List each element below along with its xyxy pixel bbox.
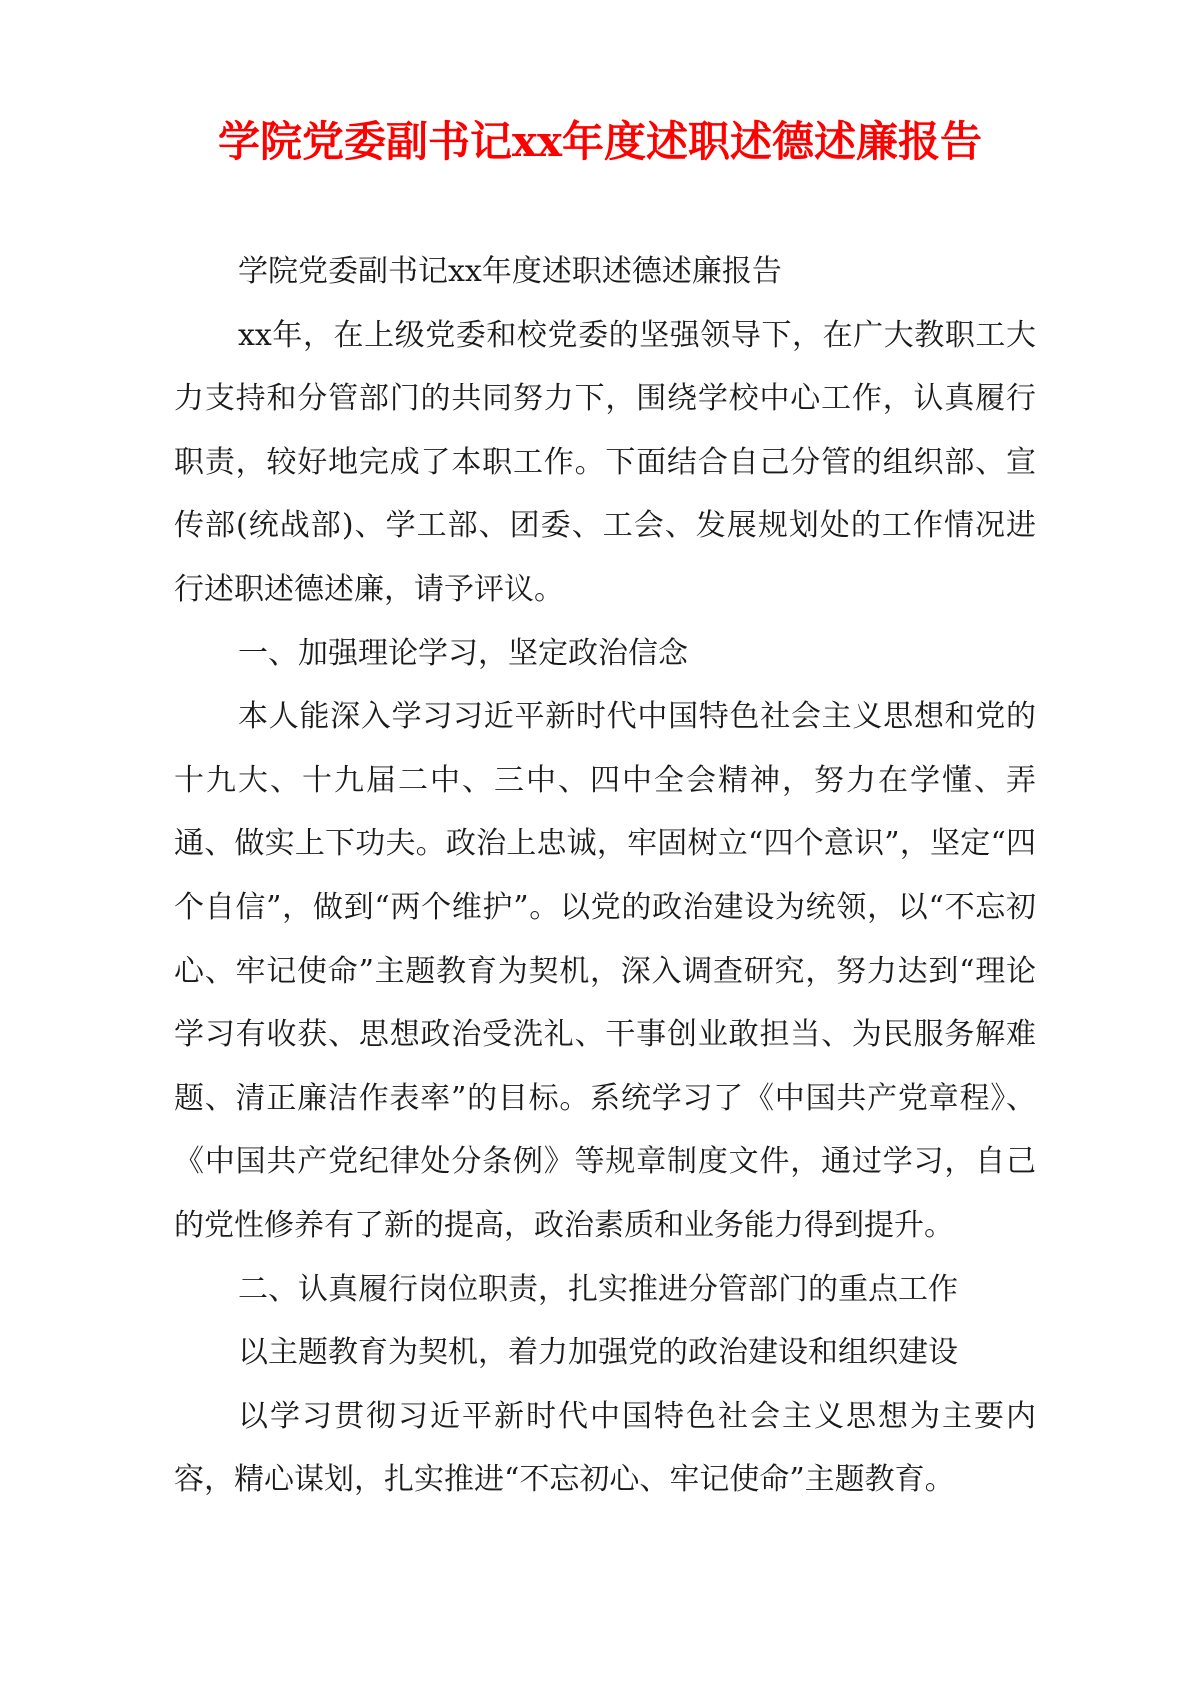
paragraph-section-1: 本人能深入学习习近平新时代中国特色社会主义思想和党的十九大、十九届二中、三中、四中全会精神，努力在学懂、弄通、做实上下功夫。政治上忠诚，牢固树立“四个意识”，坚定“四个自信”，做到“两个维护”。以党的政治建设为统领，以“不忘初心、牢记使命”主题教育为契机，深入调查研究，努力达到“理论学习有收获、思想政治受洗礼、干事创业敢担当、为民服务解难题、清正廉洁作表率”的目标。系统学习了《中国共产党章程》、《中国共产党纪律处分条例》等规章制度文件，通过学习，自己的党性修养有了新的提高，政治素质和业务能力得到提升。 (174, 699, 1036, 1243)
paragraph-section-2: 以学习贯彻习近平新时代中国特色社会主义思想为主要内容，精心谋划，扎实推进“不忘初心、牢记使命”主题教育。 (174, 1398, 1036, 1498)
document-title: 学院党委副书记xx年度述职述德述廉报告 (217, 117, 983, 166)
paragraph-intro: xx年，在上级党委和校党委的坚强领导下，在广大教职工大力支持和分管部门的共同努力下，围绕学校中心工作，认真履行职责，较好地完成了本职工作。下面结合自己分管的组织部、宣传部(统战部)、学工部、团委、工会、发展规划处的工作情况进行述职述德述廉，请予评议。 (174, 317, 1036, 607)
subsection-heading-1: 以主题教育为契机，着力加强党的政治建设和组织建设 (238, 1335, 958, 1371)
paragraph-subtitle: 学院党委副书记xx年度述职述德述廉报告 (238, 254, 782, 289)
document-body (174, 240, 1036, 1512)
section-heading-2: 二、认真履行岗位职责，扎实推进分管部门的重点工作 (238, 1271, 958, 1307)
section-heading-1: 一、加强理论学习，坚定政治信念 (238, 635, 688, 671)
